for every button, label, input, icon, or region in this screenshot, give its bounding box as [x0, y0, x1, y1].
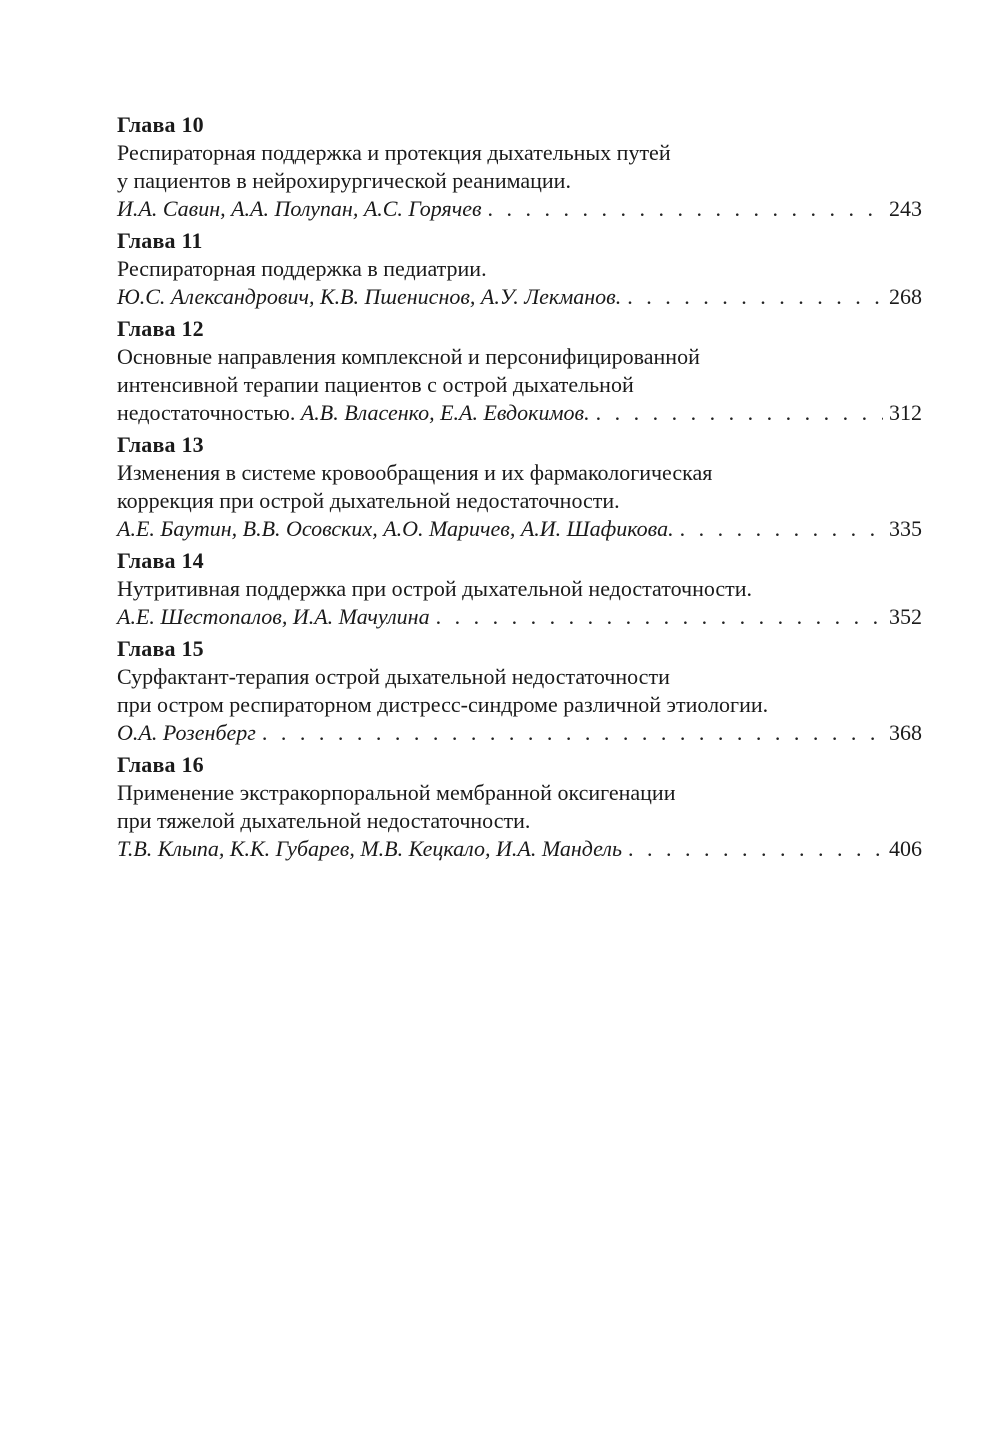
toc-chapter-14 [117, 546, 922, 631]
page-number: 243 [889, 196, 922, 221]
chapter-title-line: Респираторная поддержка и протекция дыхательных путей [117, 140, 671, 165]
page-number: 312 [889, 400, 922, 425]
dot-leader [680, 515, 883, 543]
toc-chapter-12 [117, 314, 922, 427]
chapter-title-line: Сурфактант-терапия острой дыхательной недостаточности [117, 664, 670, 689]
authors-line-text [117, 283, 621, 311]
authors-line-text [117, 719, 256, 747]
chapter-label: Глава 13 [117, 432, 204, 457]
authors: О.А. Розенберг [117, 720, 256, 745]
dot-leader [627, 283, 883, 311]
dot-leader [262, 719, 883, 747]
page-number: 368 [889, 720, 922, 745]
chapter-label: Глава 15 [117, 636, 204, 661]
toc-chapter-15 [117, 634, 922, 747]
page-number: 335 [889, 516, 922, 541]
chapter-title-line: Нутритивная поддержка при острой дыхательной недостаточности. [117, 576, 753, 601]
authors-line-text [117, 195, 482, 223]
page-number: 352 [889, 604, 922, 629]
authors-line-text [117, 515, 674, 543]
title-line-prefix: недостаточностью. [117, 400, 301, 425]
chapter-authors-line [117, 195, 922, 223]
authors: А.В. Власенко, Е.А. Евдокимов. [300, 400, 590, 425]
chapter-authors-line [117, 515, 922, 543]
chapter-title-line: Применение экстракорпоральной мембранной оксигенации [117, 780, 676, 805]
table-of-contents [117, 110, 922, 866]
authors: Т.В. Клыпа, К.К. Губарев, М.В. Кецкало, И.А. Мандель [117, 836, 622, 861]
chapter-title-line: коррекция при острой дыхательной недостаточности. [117, 488, 620, 513]
authors-line-text [117, 603, 430, 631]
chapter-label: Глава 16 [117, 752, 204, 777]
toc-chapter-11 [117, 226, 922, 311]
authors: А.Е. Баутин, В.В. Осовских, А.О. Маричев, А.И. Шафикова. [117, 516, 674, 541]
dot-leader [596, 399, 883, 427]
chapter-title-line: Изменения в системе кровообращения и их фармакологическая [117, 460, 713, 485]
chapter-title-line: при остром респираторном дистресс-синдроме различной этиологии. [117, 692, 769, 717]
chapter-title-line: Основные направления комплексной и персонифицированной [117, 344, 700, 369]
dot-leader [436, 603, 883, 631]
page-number: 406 [889, 836, 922, 861]
chapter-label: Глава 14 [117, 548, 204, 573]
chapter-authors-line [117, 283, 922, 311]
chapter-label: Глава 10 [117, 112, 204, 137]
authors: И.А. Савин, А.А. Полупан, А.С. Горячев [117, 196, 482, 221]
chapter-title-line: интенсивной терапии пациентов с острой дыхательной [117, 372, 634, 397]
chapter-label: Глава 12 [117, 316, 204, 341]
chapter-title-line: Респираторная поддержка в педиатрии. [117, 256, 487, 281]
toc-chapter-16 [117, 750, 922, 863]
dot-leader [488, 195, 883, 223]
toc-chapter-10 [117, 110, 922, 223]
chapter-authors-line [117, 719, 922, 747]
chapter-authors-line [117, 835, 922, 863]
chapter-authors-line [117, 603, 922, 631]
authors: Ю.С. Александрович, К.В. Пшениснов, А.У. Лекманов. [117, 284, 622, 309]
dot-leader [628, 835, 883, 863]
page-number: 268 [889, 284, 922, 309]
chapter-title-line: при тяжелой дыхательной недостаточности. [117, 808, 531, 833]
authors-line-text [117, 399, 590, 427]
toc-chapter-13 [117, 430, 922, 543]
chapter-label: Глава 11 [117, 228, 203, 253]
authors: А.Е. Шестопалов, И.А. Мачулина [117, 604, 430, 629]
chapter-authors-line [117, 399, 922, 427]
authors-line-text [117, 835, 622, 863]
chapter-title-line: у пациентов в нейрохирургической реанимации. [117, 168, 571, 193]
